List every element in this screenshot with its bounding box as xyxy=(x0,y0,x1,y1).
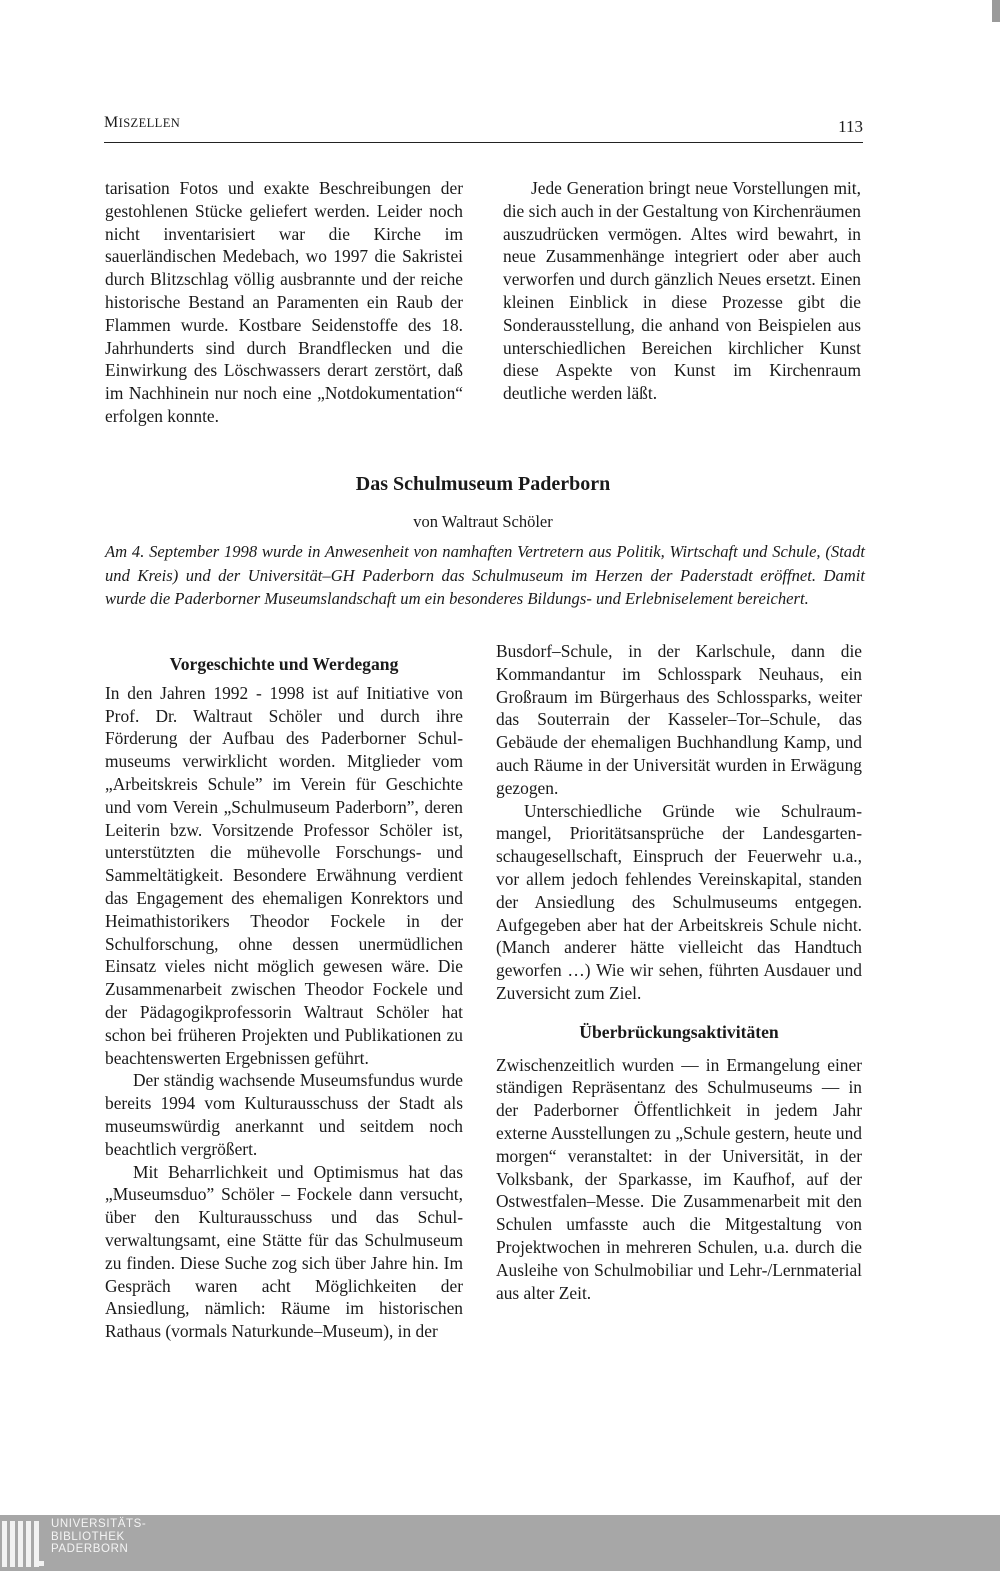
bottom-right-column xyxy=(496,640,862,1304)
running-head-title: MISZELLEN xyxy=(104,114,181,131)
section-heading-ueberbrueckung: Überbrückungsaktivitäten xyxy=(579,1021,779,1042)
bottom-left-column xyxy=(105,653,463,1343)
library-footer xyxy=(0,1515,1000,1571)
scan-corner-mark xyxy=(992,0,1000,22)
article-title: Das Schulmuseum Paderborn xyxy=(355,473,611,495)
paragraph: Zwischenzeitlich wurden — in Ermangelung einer ständigen Repräsentanz des Schulmuseums — in der Paderborner Öffentlichkeit in jedem Jahr externe Ausstellungen zu „Schule gestern, heute und morgen“ veranstaltet: in der Universität, in der Volksbank, der Sparkasse, im Kaufhof, auf der Ostwestfalen–Messe. Die Zusammenarbeit mit den Schulen umfasste auch die Mitgestaltung von Projektwochen in mehreren Schulen, u.a. durch die Ausleihe von Schulmobiliar und Lehr-/Lernmaterial aus alter Zeit. xyxy=(496,1054,862,1303)
paragraph: In den Jahren 1992 - 1998 ist auf Initiative von Prof. Dr. Waltraut Schöler und durch ihre Förderung der Aufbau des Paderborner Schulmuseums verwirklicht worden. Mitglieder vom „Arbeitskreis Schule” im Verein für Geschichte und vom Verein „Schulmuseum Paderborn”, deren Leiterin bzw. Vorsitzende Professor Schöler ist, unterstützten die mühevolle Forschungs- und Sammeltätigkeit. Besondere Erwähnung verdient das Engagement des ehemaligen Konrektors und Heimathistorikers Theodor Fockele in der Schulforschung, ohne dessen unermüdlichen Einsatz vieles nicht möglich gewesen wäre. Die Zusammenarbeit zwischen Theodor Fockele und der Pädagogikprofessorin Waltraut Schöler hat schon bei früheren Projekten und Publikationen zu beachtenswerten Ergebnissen geführt. xyxy=(105,682,463,1068)
paragraph: Unterschiedliche Gründe wie Schulraummangel, Prioritätsansprüche der Landesgartenschaugesellschaft, Einspruch der Feuerwehr u.a., vor allem jedoch fehlendes Vereinskapital, standen der Ansiedlung des Schulmuseums entgegen. Aufgegeben aber hat der Arbeitskreis Schule nicht. (Manch anderer hätte vielleicht das Handtuch geworfen …) Wie wir sehen, führten Ausdauer und Zuversicht zum Ziel. xyxy=(496,800,862,1003)
paragraph: tarisation Fotos und exakte Beschreibungen der gestohlenen Stücke geliefert werden. Leider noch nicht inventarisiert war die Kirche im sauerländischen Medebach, wo 1997 die Sakristei durch Blitzschlag völlig ausbrannte und der reiche historische Bestand an Paramenten ein Raub der Flammen wurde. Kostbare Seidenstoffe des 18. Jahrhunderts sind durch Brandflecken und die Einwirkung des Löschwassers derart zerstört, daß im Nachhinein nur noch eine „Notdokumentation“ erfolgen konnte. xyxy=(105,178,463,426)
library-name: UNIVERSITÄTS- BIBLIOTHEK PADERBORN xyxy=(51,1518,147,1555)
page-number: 113 xyxy=(838,117,863,136)
paragraph: Der ständig wachsende Museumsfundus wurde bereits 1994 vom Kulturausschuss der Stadt als museumswürdig anerkannt und seitdem noch beachtlich vergrößert. xyxy=(105,1070,463,1159)
article-lead: Am 4. September 1998 wurde in Anwesenheit von namhaften Vertretern aus Politik, Wirtschaft und Schule, (Stadt und Kreis) und der Universität–GH Paderborn das Schulmuseum im Herzen der Paderstadt eröffnet. Damit wurde die Paderborner Museumslandschaft um ein besonderes Bildungs- und Erlebniselement bereichert. xyxy=(105,542,865,609)
top-left-column xyxy=(105,177,463,428)
article-byline: von Waltraut Schöler xyxy=(413,512,553,531)
running-header xyxy=(104,114,863,143)
paragraph: Mit Beharrlichkeit und Optimismus hat das „Museumsduo” Schöler – Fockele dann versucht, über den Kulturausschuss und das Schulverwaltungsamt, eine Stätte für das Schulmuseum zu finden. Diese Suche zog sich über Jahre hin. Im Gespräch waren acht Möglichkeiten der Ansiedlung, nämlich: Räume im historischen Rathaus (vormals Naturkunde–Museum), in der xyxy=(105,1161,463,1342)
paragraph: Busdorf–Schule, in der Karlschule, dann die Kommandantur im Schlosspark Neuhaus, ein Großraum im Bürgerhaus des Schlossparks, weiter das Souterrain der Kasseler–Tor–Schule, das Gebäude der ehemaligen Buchhandlung Kamp, und auch Räume in der Universität wurden in Erwägung gezogen. xyxy=(496,641,862,798)
section-heading-vorgeschichte: Vorgeschichte und Werdegang xyxy=(169,654,399,674)
top-right-column xyxy=(503,177,861,405)
library-logo-icon xyxy=(2,1521,39,1567)
logo-dot xyxy=(39,1561,44,1566)
paragraph: Jede Generation bringt neue Vorstellungen mit, die sich auch in der Gestaltung von Kirchenräumen auszudrücken vermögen. Altes wird bewahrt, in neue Zusammenhänge integriert oder aber auch verworfen und durch gänzlich Neues ersetzt. Einen kleinen Einblick in diese Prozesse gibt die Sonderausstellung, die anhand von Beispielen aus unterschiedlichen Bereichen kirchlicher Kunst diese Aspekte von Kunst im Kirchenraum deutliche werden läßt. xyxy=(503,178,861,404)
